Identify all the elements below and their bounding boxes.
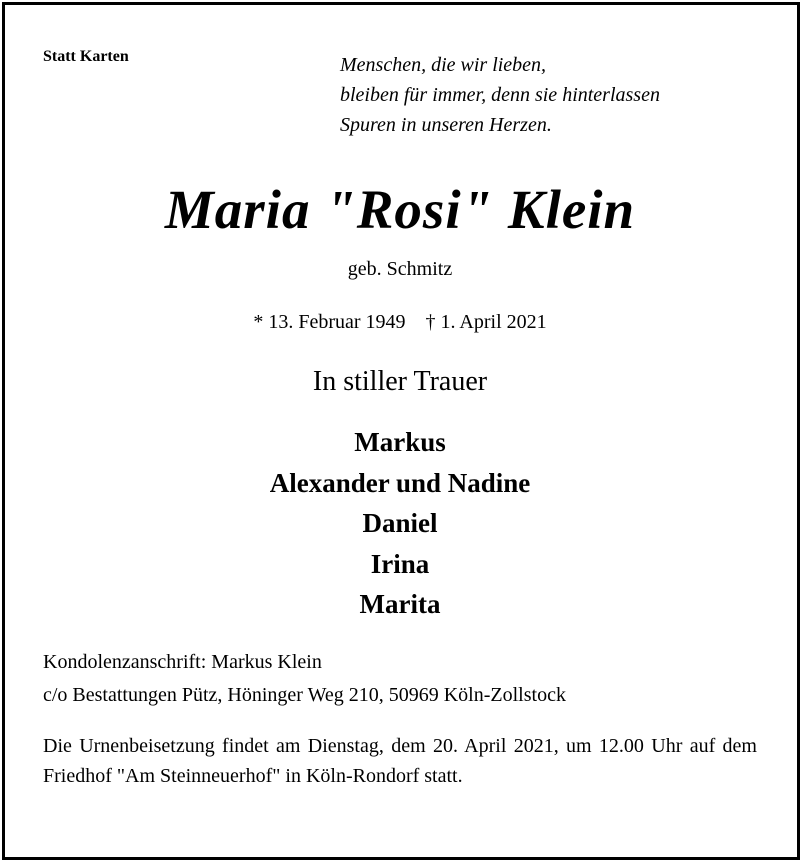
mourner-name: Marita (359, 589, 441, 619)
statt-karten-label: Statt Karten (43, 48, 129, 65)
quote-line: bleiben für immer, denn sie hinterlassen (340, 84, 660, 106)
mourner-name: Daniel (362, 508, 438, 538)
death-date: † 1. April 2021 (425, 311, 547, 333)
deceased-name: Maria "Rosi" Klein (164, 179, 636, 240)
condolence-line: c/o Bestattungen Pütz, Höninger Weg 210, 50969 Köln-Zollstock (43, 684, 566, 706)
quote-line: Spuren in unseren Herzen. (340, 114, 552, 136)
condolence-line: Kondolenzanschrift: Markus Klein (43, 651, 322, 673)
mourning-heading: In stiller Trauer (312, 366, 488, 397)
birth-name: geb. Schmitz (347, 258, 453, 280)
birth-date: * 13. Februar 1949 (253, 311, 406, 333)
memorial-quote (340, 50, 660, 140)
quote-line: Menschen, die wir lieben, (340, 54, 547, 76)
mourner-list (0, 422, 800, 625)
condolence-address (43, 646, 566, 712)
burial-notice: Die Urnenbeisetzung findet am Dienstag, dem 20. April 2021, um 12.00 Uhr auf dem Friedhof "Am Steinneuerhof" in Köln-Rondorf statt. (43, 735, 757, 787)
mourner-name: Markus (354, 427, 446, 457)
mourner-name: Alexander und Nadine (269, 467, 531, 498)
mourner-name: Irina (370, 548, 430, 579)
life-dates (0, 311, 800, 334)
